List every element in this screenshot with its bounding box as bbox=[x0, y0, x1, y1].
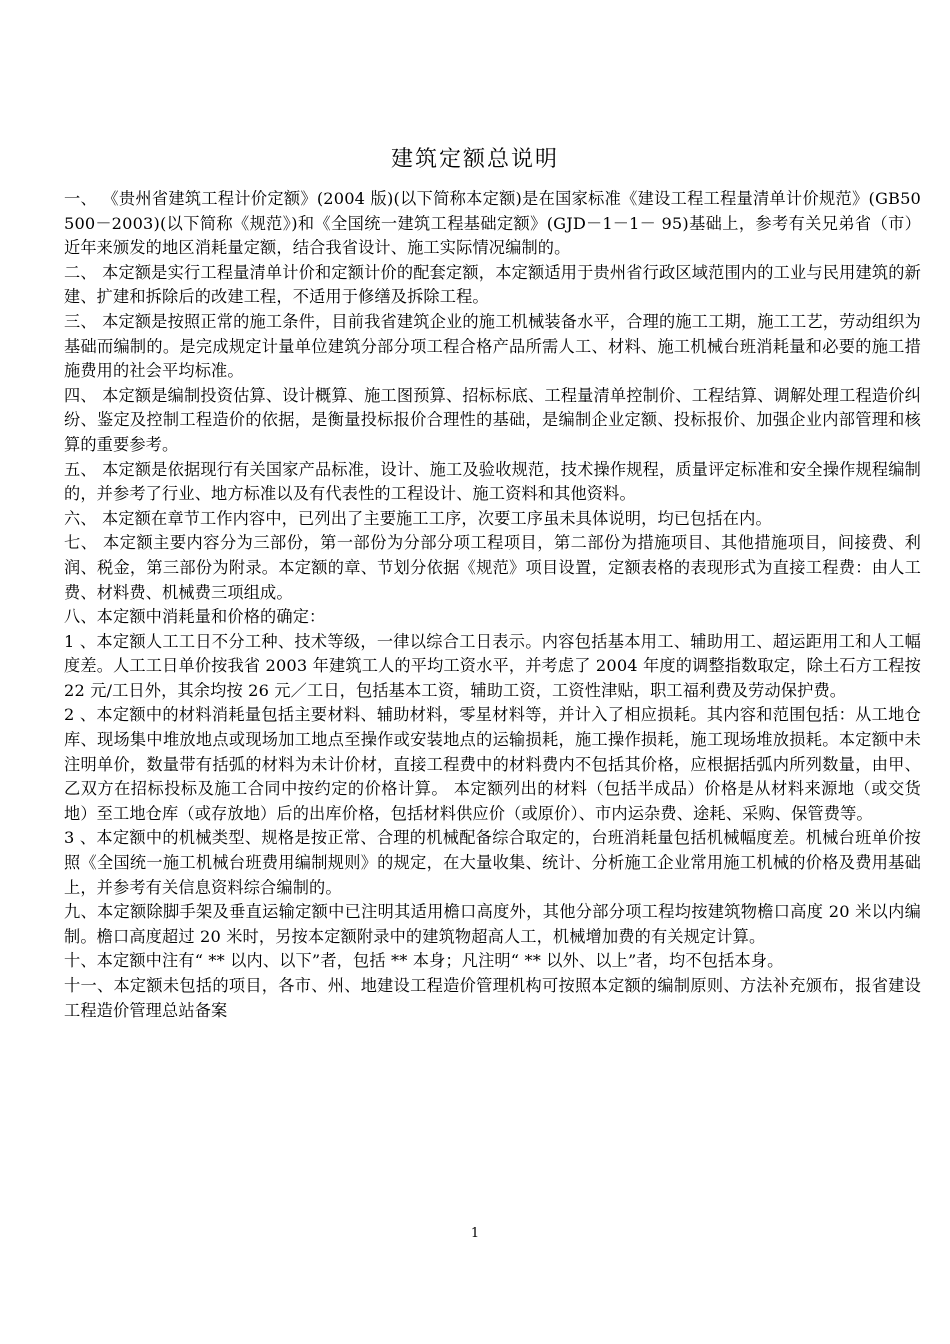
paragraph-6: 六、 本定额在章节工作内容中，已列出了主要施工工序，次要工序虽未具体说明，均已包括在内。 bbox=[64, 508, 772, 528]
paragraph-2: 二、 本定额是实行工程量清单计价和定额计价的配套定额，本定额适用于贵州省行政区域范围内的工业与民用建筑的新建、扩建和拆除后的改建工程，不适用于修缮及拆除工程。 bbox=[64, 262, 921, 307]
document-title: 建筑定额总说明 bbox=[390, 147, 559, 172]
paragraph-5: 五、 本定额是依据现行有关国家产品标准，设计、施工及验收规范，技术操作规程，质量评定标准和安全操作规程编制的，并参考了行业、地方标准以及有代表性的工程设计、施工资料和其他资料。 bbox=[64, 459, 921, 504]
paragraph-8-1: 1 、本定额人工工日不分工种、技术等级，一律以综合工日表示。内容包括基本用工、辅助用工、超运距用工和人工幅度差。人工工日单价按我省 2003 年建筑工人的平均工资水平，并考虑了 2004 年度的调整指数取定，除土石方工程按 22 元/工日外，其余均按 26 元／工日，包括基本工资，辅助工资，工资性津贴，职工福利费及劳动保护费。 bbox=[64, 631, 921, 700]
paragraph-7: 七、 本定额主要内容分为三部份，第一部份为分部分项工程项目，第二部份为措施项目、其他措施项目，间接费、利润、税金，第三部份为附录。本定额的章、节划分依据《规范》项目设置，定额表格的表现形式为直接工程费：由人工费、材料费、机械费三项组成。 bbox=[64, 533, 921, 602]
paragraph-10: 十、本定额中注有“ ** 以内、以下”者，包括 ** 本身；凡注明“ ** 以外、以上”者，均不包括本身。 bbox=[64, 951, 784, 971]
paragraph-8: 八、本定额中消耗量和价格的确定： bbox=[64, 607, 326, 627]
paragraph-11: 十一、本定额未包括的项目，各市、州、地建设工程造价管理机构可按照本定额的编制原则、方法补充颁布，报省建设工程造价管理总站备案 bbox=[64, 976, 921, 1020]
paragraph-4: 四、 本定额是编制投资估算、设计概算、施工图预算、招标标底、工程量清单控制价、工程结算、调解处理工程造价纠纷、鉴定及控制工程造价的依据，是衡量投标报价合理性的基础，是编制企业定额、投标报价、加强企业内部管理和核算的重要参考。 bbox=[64, 385, 921, 454]
paragraph-8-3: 3 、本定额中的机械类型、规格是按正常、合理的机械配备综合取定的，台班消耗量包括机械幅度差。机械台班单价按照《全国统一施工机械台班费用编制规则》的规定，在大量收集、统计、分析施工企业常用施工机械的价格及费用基础上，并参考有关信息资料综合编制的。 bbox=[64, 828, 921, 897]
paragraph-3: 三、 本定额是按照正常的施工条件，目前我省建筑企业的施工机械装备水平，合理的施工工期，施工工艺，劳动组织为基础而编制的。是完成规定计量单位建筑分部分项工程合格产品所需人工、材料、施工机械台班消耗量和必要的施工措施费用的社会平均标准。 bbox=[64, 311, 921, 381]
paragraph-8-2: 2 、本定额中的材料消耗量包括主要材料、辅助材料，零星材料等，并计入了相应损耗。其内容和范围包括：从工地仓库、现场集中堆放地点或现场加工地点至操作或安装地点的运输损耗，施工操作损耗，施工现场堆放损耗。本定额中未注明单价，数量带有括弧的材料为未计价材，直接工程费中的材料费内不包括其价格，应根据括弧内所列数量，由甲、乙双方在招标投标及施工合同中按约定的价格计算。 本定额列出的材料（包括半成品）价格是从材料来源地（或交货地）至工地仓库（或存放地）后的出库价格，包括材料供应价（或原价）、市内运杂费、途耗、采购、保管费等。 bbox=[64, 705, 921, 823]
document-body bbox=[64, 187, 921, 1023]
paragraph-9: 九、本定额除脚手架及垂直运输定额中已注明其适用檐口高度外，其他分部分项工程均按建筑物檐口高度 20 米以内编制。檐口高度超过 20 米时，另按本定额附录中的建筑物超高人工，机械增加费的有关规定计算。 bbox=[64, 902, 921, 946]
page-number: 1 bbox=[470, 1226, 480, 1241]
paragraph-1: 一、 《贵州省建筑工程计价定额》(2004 版)(以下简称本定额)是在国家标准《建设工程工程量清单计价规范》(GB50500－2003)(以下简称《规范》)和《全国统一建筑工程基础定额》(GJD－1－1－ 95)基础上，参考有关兄弟省（市）近年来颁发的地区消耗量定额，结合我省设计、施工实际情况编制的。 bbox=[64, 189, 921, 258]
